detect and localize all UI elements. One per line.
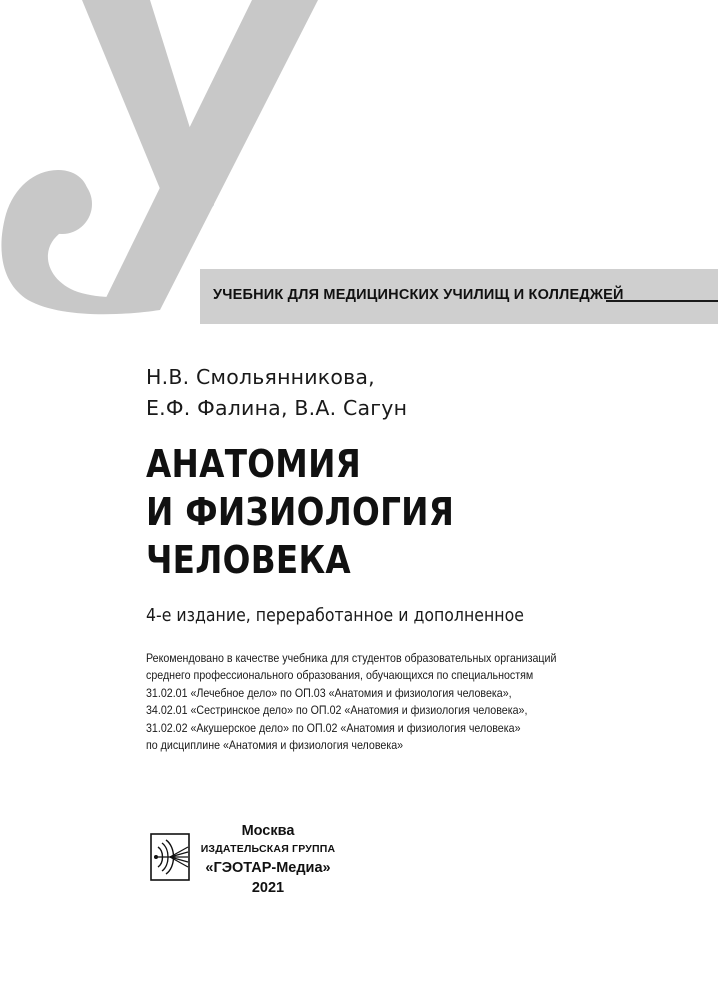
book-title-line: ЧЕЛОВЕКА <box>146 538 351 582</box>
publication-year: 2021 <box>251 880 285 896</box>
recommendation-line: Рекомендовано в качестве учебника для студентов образовательных организаций <box>146 652 557 665</box>
authors <box>146 362 407 424</box>
recommendation-line: по дисциплине «Анатомия и физиология человека» <box>146 739 404 753</box>
book-title-line: И ФИЗИОЛОГИЯ <box>146 490 455 534</box>
recommendation-line: среднего профессионального образования, обучающихся по специальностям <box>146 669 534 683</box>
publisher-name: «ГЭОТАР-Медиа» <box>205 860 331 876</box>
recommendation-line: 31.02.02 «Акушерское дело» по ОП.02 «Анатомия и физиология человека» <box>146 721 521 735</box>
edition-note: 4-е издание, переработанное и дополненное <box>146 606 524 626</box>
book-title <box>146 440 454 584</box>
recommendation-block <box>146 650 556 754</box>
recommendation-line: 31.02.01 «Лечебное дело» по ОП.03 «Анатомия и физиология человека», <box>146 686 512 700</box>
series-title: УЧЕБНИК ДЛЯ МЕДИЦИНСКИХ УЧИЛИЩ И КОЛЛЕДЖЕЙ <box>213 287 624 303</box>
author-line: Е.Ф. Фалина, В.А. Сагун <box>146 396 408 420</box>
publisher-text <box>188 822 348 898</box>
book-title-line: АНАТОМИЯ <box>146 442 362 486</box>
publisher-group: ИЗДАТЕЛЬСКАЯ ГРУППА <box>200 843 336 855</box>
publisher-block <box>150 823 355 906</box>
publisher-logo-icon <box>150 833 190 881</box>
author-line: Н.В. Смольянникова, <box>146 365 375 389</box>
recommendation-line: 34.02.01 «Сестринское дело» по ОП.02 «Анатомия и физиология человека», <box>146 704 528 718</box>
publisher-city: Москва <box>241 823 295 839</box>
